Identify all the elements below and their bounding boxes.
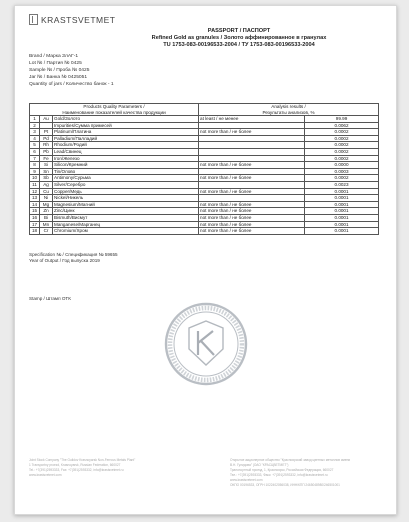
result-value: 0.0002 [305, 142, 379, 149]
element-name: Silver/Серебро [53, 181, 199, 188]
row-number: 14 [30, 201, 40, 208]
result-value: 0.0001 [305, 201, 379, 208]
document-tu: TU 1753-083-00196533-2004 / ТУ 1753-083-00196533-2004 [163, 42, 315, 49]
row-number: 10 [30, 175, 40, 182]
element-symbol: Fe [40, 155, 53, 162]
element-symbol: Rh [40, 142, 53, 149]
table-row [30, 208, 379, 215]
result-value: 0.0001 [305, 188, 379, 195]
limit-text [199, 181, 305, 188]
row-number: 17 [30, 221, 40, 228]
limit-text: not more than / не более [199, 228, 305, 235]
specification-info [29, 252, 118, 264]
element-name: Chromium/Хром [53, 228, 199, 235]
year-line: Year of Output / Год выпуска 2019 [29, 258, 100, 264]
element-name: Palladium/Палладий [53, 135, 199, 142]
row-number: 16 [30, 214, 40, 221]
result-value: 99.99 [305, 116, 379, 123]
element-name: Tin/Олово [53, 168, 199, 175]
table-row [30, 142, 379, 149]
table-row [30, 168, 379, 175]
row-number: 15 [30, 208, 40, 215]
brand-line: Brand / Марка ЗлАГ-1 [29, 54, 79, 59]
table-row [30, 116, 379, 123]
limit-text [199, 155, 305, 162]
element-symbol: Sb [40, 175, 53, 182]
table-row [30, 175, 379, 182]
result-value: 0.0001 [305, 221, 379, 228]
element-symbol: Zn [40, 208, 53, 215]
jar-line: Jar № / Банка № 0425051 [29, 74, 88, 80]
element-symbol: Bi [40, 214, 53, 221]
document-title: PASSPORT / ПАСПОРТ [207, 28, 271, 34]
element-symbol: Au [40, 116, 53, 123]
limit-text: not more than / не более [199, 188, 305, 195]
row-number: 4 [30, 135, 40, 142]
element-symbol: Cr [40, 228, 53, 235]
limit-text: not more than / не более [199, 201, 305, 208]
element-name: Platinum/Платина [53, 129, 199, 136]
table-row [30, 201, 379, 208]
sample-line: Sample № / Проба № 0425 [29, 67, 90, 73]
table-row [30, 195, 379, 202]
table-row [30, 135, 379, 142]
limit-text [199, 142, 305, 149]
limit-text [199, 168, 305, 175]
element-name: Impurities/Сумма примесей [53, 122, 199, 129]
limit-text: at least / не менее [199, 116, 305, 123]
element-symbol: Mn [40, 221, 53, 228]
row-number: 7 [30, 155, 40, 162]
footer-right: Открытое акционерное общество "Красноярский завод цветных металлов имени В.Н. Гулидова" (ОАО "КРАСЦВЕТМЕТ") Транспортный проезд, 1, Красноярск, Российская Федерация, 660027 Тел.: +7(391)2593333, Факс: +7(391)2593332, info@krastsvetmet.ru www.krastsvetmet.com ОКПО 00196533, ОГРН 1022402056038, ИНН/КПП 2465048980/246501001 [230, 458, 351, 487]
seal-shield-icon [189, 321, 223, 365]
limit-text: not more than / не более [199, 214, 305, 221]
table-row [30, 122, 379, 129]
row-number: 1 [30, 116, 40, 123]
table-header-parameters: Products Quality Parameters / Наименование показателей качества продукции [30, 104, 199, 116]
element-name: Magnesium/Магний [53, 201, 199, 208]
result-value: 0.0002 [305, 148, 379, 155]
table-row [30, 228, 379, 235]
logo-mark-icon [29, 14, 38, 25]
result-value: 0.0002 [305, 155, 379, 162]
element-symbol: Cu [40, 188, 53, 195]
element-symbol: Ag [40, 181, 53, 188]
table-row [30, 188, 379, 195]
element-symbol: Pt [40, 129, 53, 136]
lot-line: Lot № / Партия № 0425 [29, 60, 82, 66]
element-symbol: Pb [40, 148, 53, 155]
table-row [30, 155, 379, 162]
result-value: 0.0001 [305, 195, 379, 202]
result-value: 0.0000 [305, 162, 379, 169]
element-name: Rhodium/Родий [53, 142, 199, 149]
limit-text: not more than / не более [199, 129, 305, 136]
element-symbol: Mg [40, 201, 53, 208]
result-value: 0.0001 [305, 214, 379, 221]
table-row [30, 162, 379, 169]
table-header-row [30, 104, 379, 116]
footer-left: Joint Stock Company "The Gulidov Krasnoyarsk Non-Ferrous Metals Plant" 1 Transportny proezd, Krasnoyarsk, Russian Federation, 660027 Tel.: +7(391)2593333, Fax: +7(391)2593332, info@krastsvetmet.ru www.krastsvetmet.com [29, 458, 136, 477]
table-body [30, 116, 379, 235]
result-value: 0.0062 [305, 122, 379, 129]
row-number: 3 [30, 129, 40, 136]
element-name: Copper/Медь [53, 188, 199, 195]
seal-lettering-band [170, 308, 242, 380]
quantity-line: Quantity of jars / Количество банок - 1 [29, 81, 114, 87]
element-name: Manganese/Марганец [53, 221, 199, 228]
row-number: 12 [30, 188, 40, 195]
stamp-label: Stamp / Штамп ОТК [29, 296, 71, 301]
element-name: Zinc/Цинк [53, 208, 199, 215]
table-row [30, 148, 379, 155]
table-row [30, 129, 379, 136]
table-row [30, 181, 379, 188]
company-logo [29, 14, 115, 25]
row-number: 6 [30, 148, 40, 155]
element-name: Bismuth/Висмут [53, 214, 199, 221]
limit-text: not more than / не более [199, 175, 305, 182]
row-number: 9 [30, 168, 40, 175]
limit-text: not more than / не более [199, 208, 305, 215]
element-name: Lead/Свинец [53, 148, 199, 155]
row-number: 5 [30, 142, 40, 149]
quality-table [29, 103, 379, 235]
document-title-block [91, 28, 387, 50]
result-value: 0.0002 [305, 175, 379, 182]
table-row [30, 221, 379, 228]
element-name: Silicon/Кремний [53, 162, 199, 169]
result-value: 0.0002 [305, 129, 379, 136]
passport-sheet [14, 5, 397, 515]
element-name: Antimony/Сурьма [53, 175, 199, 182]
element-symbol: Si [40, 162, 53, 169]
limit-text [199, 135, 305, 142]
seal-emblem-icon [198, 331, 214, 355]
row-number: 13 [30, 195, 40, 202]
document-subtitle: Refined Gold as granules / Золото аффинированное в гранулах [151, 35, 327, 42]
limit-text: not more than / не более [199, 162, 305, 169]
result-value: 0.0001 [305, 208, 379, 215]
batch-info [29, 54, 114, 89]
row-number: 11 [30, 181, 40, 188]
row-number: 8 [30, 162, 40, 169]
table-row [30, 214, 379, 221]
element-symbol [40, 122, 53, 129]
result-value: 0.0001 [305, 228, 379, 235]
limit-text: not more than / не более [199, 221, 305, 228]
table-header-results: Analysis results / Результаты анализов, % [199, 104, 379, 116]
element-name: Gold/Золото [53, 116, 199, 123]
result-value: 0.0003 [305, 168, 379, 175]
logo-text: KRASTSVETMET [41, 14, 116, 25]
limit-text [199, 122, 305, 129]
result-value: 0.0023 [305, 181, 379, 188]
qc-seal-stamp [163, 301, 249, 387]
element-name: Nickel/Никель [53, 195, 199, 202]
row-number: 18 [30, 228, 40, 235]
element-name: Iron/Железо [53, 155, 199, 162]
seal-outer-ring [166, 304, 246, 384]
element-symbol: Ni [40, 195, 53, 202]
limit-text [199, 195, 305, 202]
element-symbol: Sn [40, 168, 53, 175]
specification-line: Specification № / Спецификация № 59655 [29, 252, 118, 257]
row-number: 2 [30, 122, 40, 129]
element-symbol: Pd [40, 135, 53, 142]
limit-text [199, 148, 305, 155]
result-value: 0.0002 [305, 135, 379, 142]
